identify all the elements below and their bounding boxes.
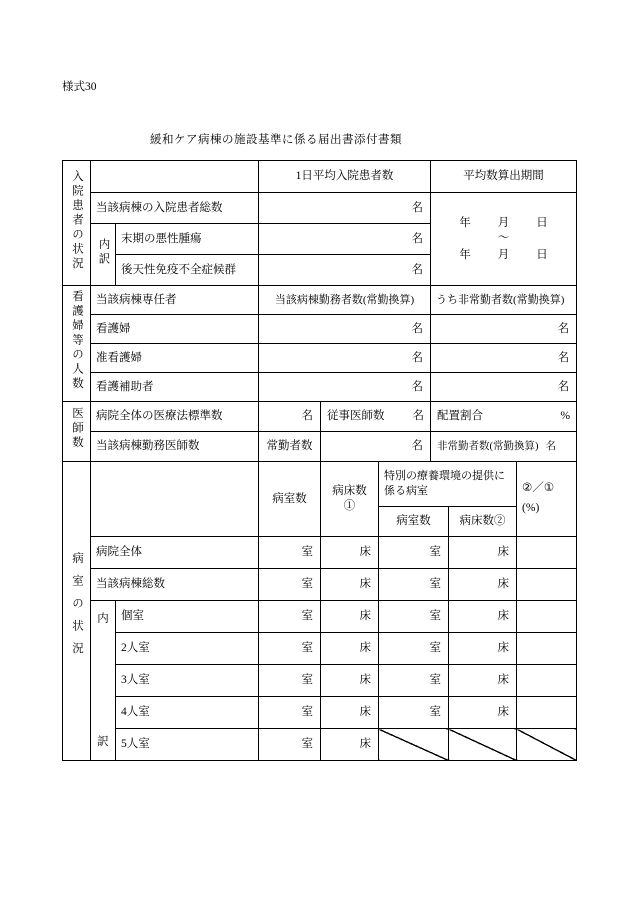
- room-breakdown-label: [91, 601, 116, 761]
- value-nurse-fulltime-unit: 名: [259, 315, 431, 344]
- row-label-nurse: 看護婦: [91, 315, 259, 344]
- single-ratio-cell: [517, 601, 577, 633]
- room-breakdown-wrap: [93, 612, 113, 750]
- form-table: [62, 160, 577, 761]
- parttime-doctors-label: 非常勤者数(常勤換算): [437, 440, 539, 452]
- inpatient-breakdown-label: [91, 224, 116, 286]
- row-label-nurse-aide: 看護補助者: [91, 373, 259, 402]
- room4-bed-unit: 床: [321, 697, 379, 729]
- room4-ratio-cell: [517, 697, 577, 729]
- col-header-special-room-count: 病室数: [379, 507, 449, 537]
- room5-room-unit: 室: [259, 729, 321, 761]
- row-label-assistant-nurse: 准看護婦: [91, 344, 259, 373]
- room3-special-bed-unit: 床: [449, 665, 517, 697]
- value-total-inpatients-unit: 名: [259, 193, 431, 224]
- room5-special-bed-na-diagonal: [449, 729, 517, 761]
- section-label-inpatient-text: 入院患者の状況: [70, 169, 83, 272]
- col-header-parttime-count: うち非常勤者数(常勤換算): [431, 286, 577, 315]
- room5-bed-unit: 床: [321, 729, 379, 761]
- row-label-whole-hospital: 病院全体: [91, 537, 259, 569]
- placement-ratio-cell: [431, 402, 577, 432]
- col-header-special-env: 特別の療養環境の提供に係る病室: [379, 462, 517, 507]
- room2-special-room-unit: 室: [379, 633, 449, 665]
- room5-special-room-na-diagonal: [379, 729, 449, 761]
- ward-total-special-bed-unit: 床: [449, 569, 517, 601]
- form-number: 様式30: [62, 81, 97, 93]
- value-hospital-standard-unit: 名: [259, 402, 321, 432]
- row-label-3person-room: 3人室: [116, 665, 259, 697]
- parttime-doctors-unit: 名: [545, 440, 557, 452]
- row-label-2person-room: 2人室: [116, 633, 259, 665]
- value-assistant-nurse-fulltime-unit: 名: [259, 344, 431, 373]
- single-special-bed-unit: 床: [449, 601, 517, 633]
- engaged-doctors-unit: 名: [412, 410, 425, 423]
- placement-ratio-label: 配置割合: [437, 410, 484, 423]
- row-label-ward-total: 当該病棟総数: [91, 569, 259, 601]
- engaged-doctors-label: 従事医師数: [327, 410, 385, 423]
- room3-bed-unit: 床: [321, 665, 379, 697]
- section-label-nurses-text: 看護婦等の人数: [70, 290, 83, 392]
- room3-special-room-unit: 室: [379, 665, 449, 697]
- parttime-doctors-wrap: [437, 440, 570, 454]
- row-label-hospital-standard: 病院全体の医療法標準数: [91, 402, 259, 432]
- blank-corner-cell: [91, 161, 259, 193]
- period-end-day: 日: [536, 248, 548, 261]
- value-aids-unit: 名: [259, 255, 431, 286]
- value-nurse-aide-parttime-unit: 名: [431, 373, 577, 402]
- period-tilde: 〜: [497, 232, 510, 245]
- room5-ratio-na-diagonal: [517, 729, 577, 761]
- period-end-month: 月: [497, 248, 510, 261]
- room3-room-unit: 室: [259, 665, 321, 697]
- ward-total-room-unit: 室: [259, 569, 321, 601]
- col-header-daily-average: 1日平均入院患者数: [259, 161, 431, 193]
- engaged-doctors-cell: [321, 402, 431, 432]
- ward-total-bed-unit: 床: [321, 569, 379, 601]
- single-room-unit: 室: [259, 601, 321, 633]
- value-assistant-nurse-parttime-unit: 名: [431, 344, 577, 373]
- section-label-inpatient: [63, 161, 91, 286]
- row-label-ward-doctors: 当該病棟勤務医師数: [91, 432, 259, 462]
- ward-total-special-room-unit: 室: [379, 569, 449, 601]
- row-label-terminal-cancer: 末期の悪性腫瘍: [116, 224, 259, 255]
- calc-period-cell: [431, 193, 577, 286]
- section-label-doctors-text: 医師数: [70, 407, 83, 451]
- form-title: 緩和ケア病棟の施設基準に係る届出書添付書類: [150, 134, 402, 146]
- value-nurse-parttime-unit: 名: [431, 315, 577, 344]
- value-terminal-cancer-unit: 名: [259, 224, 431, 255]
- blank-room-header-cell: [91, 462, 259, 537]
- period-end-line: [441, 247, 566, 264]
- col-header-room-count: 病室数: [259, 462, 321, 537]
- row-label-5person-room: 5人室: [116, 729, 259, 761]
- whole-hospital-special-bed-unit: 床: [449, 537, 517, 569]
- col-header-bed-count1: 病床数①: [321, 462, 379, 537]
- room2-special-bed-unit: 床: [449, 633, 517, 665]
- placement-ratio-unit: %: [560, 410, 571, 423]
- value-fulltime-doctors-unit: 名: [321, 432, 431, 462]
- room-breakdown-top: 内: [97, 612, 109, 625]
- ward-total-ratio-cell: [517, 569, 577, 601]
- room4-special-bed-unit: 床: [449, 697, 517, 729]
- whole-hospital-bed-unit: 床: [321, 537, 379, 569]
- col-header-ratio: [517, 462, 577, 537]
- section-label-nurses: [63, 286, 91, 402]
- col-header-worker-count: 当該病棟勤務者数(常勤換算): [259, 286, 431, 315]
- section-label-doctors: [63, 402, 91, 462]
- period-start-year: 年: [459, 216, 471, 229]
- inpatient-breakdown-label-text: 内訳: [97, 237, 110, 267]
- ratio-header-top: ②／①: [522, 482, 555, 495]
- value-nurse-aide-fulltime-unit: 名: [259, 373, 431, 402]
- period-start-month: 月: [497, 216, 510, 229]
- whole-hospital-ratio-cell: [517, 537, 577, 569]
- period-end-year: 年: [459, 248, 471, 261]
- period-start-line: [441, 215, 566, 232]
- section-label-rooms: [63, 462, 91, 761]
- room4-special-room-unit: 室: [379, 697, 449, 729]
- parttime-doctors-cell: [431, 432, 577, 462]
- whole-hospital-room-unit: 室: [259, 537, 321, 569]
- room2-room-unit: 室: [259, 633, 321, 665]
- row-label-aids: 後天性免疫不全症候群: [116, 255, 259, 286]
- section-label-rooms-text: 病室の状況: [70, 552, 83, 665]
- room3-ratio-cell: [517, 665, 577, 697]
- room2-ratio-cell: [517, 633, 577, 665]
- engaged-doctors-wrap: [327, 409, 424, 424]
- whole-hospital-special-room-unit: 室: [379, 537, 449, 569]
- single-special-room-unit: 室: [379, 601, 449, 633]
- ratio-header-bottom: (%): [522, 502, 540, 514]
- room2-bed-unit: 床: [321, 633, 379, 665]
- fulltime-doctors-label: 常勤者数: [259, 432, 321, 462]
- row-label-4person-room: 4人室: [116, 697, 259, 729]
- row-label-ward-dedicated: 当該病棟専任者: [91, 286, 259, 315]
- single-bed-unit: 床: [321, 601, 379, 633]
- room4-room-unit: 室: [259, 697, 321, 729]
- period-start-day: 日: [536, 216, 548, 229]
- row-label-total-inpatients: 当該病棟の入院患者総数: [91, 193, 259, 224]
- col-header-calc-period: 平均数算出期間: [431, 161, 577, 193]
- room-breakdown-bottom: 訳: [97, 735, 109, 748]
- row-label-single-room: 個室: [116, 601, 259, 633]
- placement-ratio-wrap: [437, 409, 570, 424]
- col-header-bed-count2: 病床数②: [449, 507, 517, 537]
